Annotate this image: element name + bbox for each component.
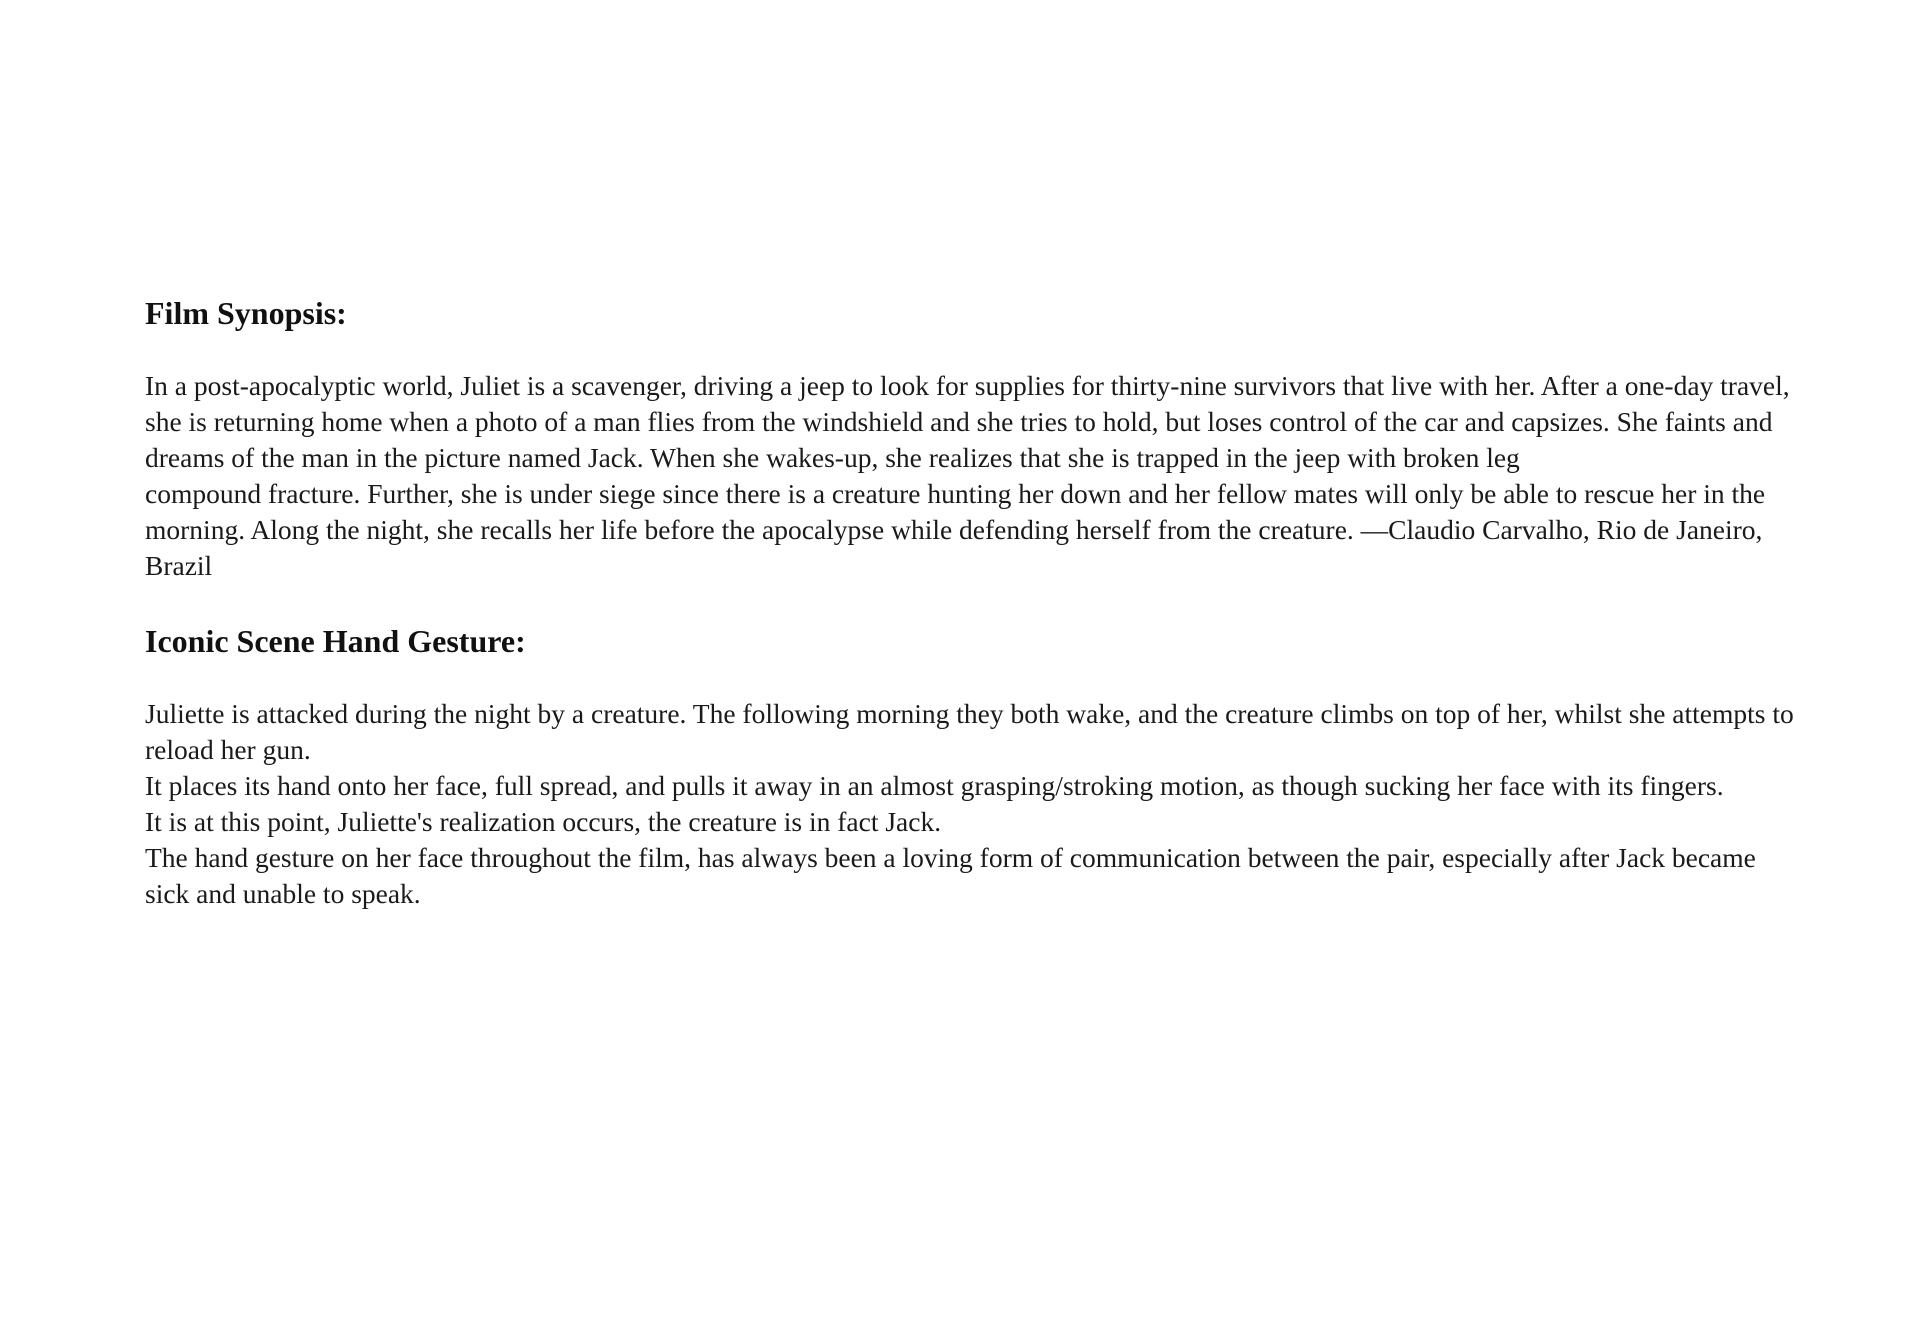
iconic-scene-heading: Iconic Scene Hand Gesture:	[145, 623, 526, 659]
film-synopsis-body	[145, 368, 1805, 584]
film-synopsis-heading: Film Synopsis:	[145, 295, 347, 331]
iconic-scene-paragraph: Juliette is attacked during the night by a creature. The following morning they both wake, and the creature climbs on top of her, whilst she attempts to reload her gun.	[145, 698, 1794, 765]
iconic-scene-body	[145, 696, 1805, 912]
iconic-scene-paragraph: It is at this point, Juliette's realization occurs, the creature is in fact Jack.	[145, 806, 942, 837]
synopsis-paragraph: compound fracture. Further, she is under siege since there is a creature hunting her down and her fellow mates will only be able to rescue her in the morning. Along the night, she recalls her life before the apocalypse while defending herself from the creature. —Claudio Carvalho, Rio de Janeiro, Brazil	[145, 478, 1766, 581]
document-content	[145, 292, 1805, 912]
iconic-scene-paragraph: It places its hand onto her face, full spread, and pulls it away in an almost grasping/stroking motion, as though sucking her face with its fingers.	[145, 770, 1724, 801]
synopsis-paragraph: In a post-apocalyptic world, Juliet is a scavenger, driving a jeep to look for supplies for thirty-nine survivors that live with her. After a one-day travel, she is returning home when a photo of a man flies from the windshield and she tries to hold, but loses control of the car and capsizes. She faints and dreams of the man in the picture named Jack. When she wakes-up, she realizes that she is trapped in the jeep with broken leg	[145, 370, 1790, 473]
iconic-scene-paragraph: The hand gesture on her face throughout the film, has always been a loving form of communication between the pair, especially after Jack became sick and unable to speak.	[145, 842, 1756, 909]
